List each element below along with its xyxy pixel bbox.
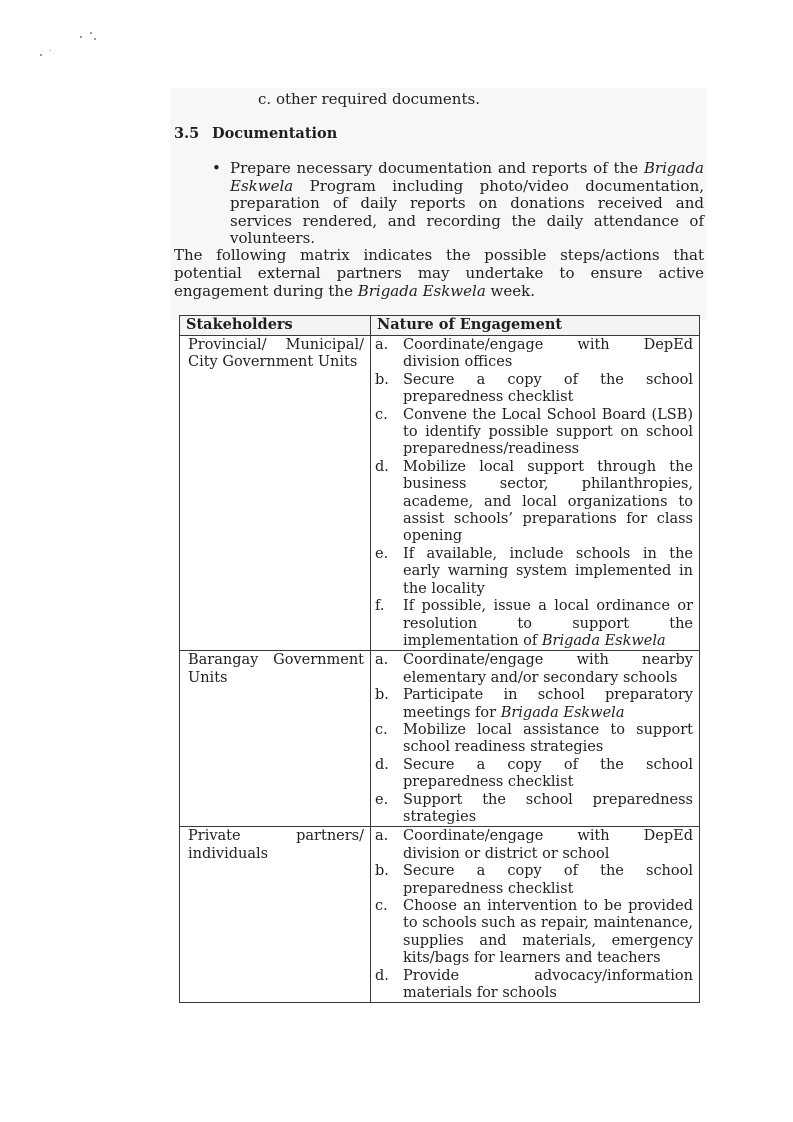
engagement-item	[375, 721, 693, 757]
table-row	[180, 336, 700, 651]
engagement-item-text: Secure a copy of the school preparedness checklist	[403, 371, 693, 406]
engagement-item	[375, 898, 693, 968]
engagement-item-label: a.	[375, 828, 389, 845]
section-number: 3.5	[174, 125, 200, 142]
engagement-item-label: b.	[375, 863, 389, 880]
engagement-item	[375, 371, 693, 407]
section-heading	[174, 125, 337, 143]
bullet-text: Prepare necessary documentation and reports of the Brigada Eskwela Program including photo/video documentation, preparation of daily reports on donations received and services rendered, and recording the daily attendance of volunteers.	[230, 159, 704, 247]
engagement-item	[375, 406, 693, 459]
engagement-item-text: Coordinate/engage with nearby elementary and/or secondary schools	[403, 652, 693, 686]
engagement-item-text: Coordinate/engage with DepEd division or district or school	[403, 828, 693, 862]
header-stakeholders: Stakeholders	[180, 316, 371, 336]
engagement-item	[375, 756, 693, 792]
engagement-item	[375, 458, 693, 546]
intro-paragraph: The following matrix indicates the possible steps/actions that potential external partners may undertake to ensure active engagement during the Brigada Eskwela week.	[174, 246, 704, 300]
engagement-item-label: c.	[375, 721, 388, 738]
stakeholder-name: Provincial/ Municipal/ City Government Units	[188, 337, 364, 371]
engagement-item-text: If possible, issue a local ordinance or resolution to support the implementation of Brigada Eskwela	[403, 598, 693, 649]
table-header-row	[180, 316, 700, 336]
engagement-item-label: e.	[375, 791, 389, 808]
engagement-item-text: Coordinate/engage with DepEd division offices	[403, 337, 693, 371]
table-body	[180, 336, 700, 1003]
engagement-item-label: a.	[375, 652, 389, 669]
section-title: Documentation	[212, 125, 338, 142]
engagement-item-text: Support the school preparedness strategies	[403, 791, 693, 825]
scan-specks	[30, 28, 110, 68]
stakeholder-cell	[180, 827, 371, 1003]
engagement-item-label: c.	[375, 406, 388, 423]
engagement-item-label: c.	[375, 898, 388, 914]
engagement-cell	[371, 827, 700, 1003]
table-row	[180, 651, 700, 827]
engagement-item-text: Secure a copy of the school preparedness checklist	[403, 863, 693, 897]
engagement-item-label: d.	[375, 458, 389, 475]
engagement-item	[375, 337, 693, 372]
engagement-item-label: a.	[375, 337, 389, 353]
engagement-item-text: Participate in school preparatory meetings for Brigada Eskwela	[403, 687, 693, 721]
engagement-item-text: Mobilize local assistance to support school readiness strategies	[403, 721, 693, 756]
stakeholder-name: Private partners/ individuals	[188, 828, 364, 862]
documentation-bullet	[212, 160, 704, 248]
engagement-item	[375, 967, 693, 1003]
engagement-item-text: Provide advocacy/information materials for schools	[403, 967, 693, 1002]
stakeholder-cell	[180, 336, 371, 651]
engagement-item-label: d.	[375, 967, 389, 984]
engagement-item	[375, 687, 693, 722]
engagement-cell	[371, 336, 700, 651]
engagement-item	[375, 828, 693, 863]
table-row	[180, 827, 700, 1003]
engagement-item-text: Secure a copy of the school preparedness checklist	[403, 756, 693, 791]
list-item-tail	[258, 90, 480, 108]
engagement-item-label: d.	[375, 756, 389, 773]
stakeholder-cell	[180, 651, 371, 827]
engagement-item-text: Convene the Local School Board (LSB) to identify possible support on school preparedness/readiness	[403, 406, 693, 458]
engagement-item-text: Mobilize local support through the business sector, philanthropies, academe, and local organizations to assist schools’ preparations for class opening	[403, 458, 693, 545]
list-item-text: other required documents.	[275, 90, 480, 108]
engagement-item-label: b.	[375, 687, 389, 704]
engagement-item	[375, 791, 693, 827]
engagement-item	[375, 863, 693, 898]
engagement-item-text: If available, include schools in the early warning system implemented in the locality	[403, 545, 693, 597]
engagement-item-text: Choose an intervention to be provided to schools such as repair, maintenance, supplies and materials, emergency kits/bags for learners and teachers	[403, 898, 693, 967]
list-item-label: c.	[258, 90, 272, 108]
engagement-item-label: f.	[375, 598, 385, 615]
engagement-item	[375, 545, 693, 598]
engagement-item-label: e.	[375, 545, 389, 562]
program-name: Brigada Eskwela	[500, 704, 625, 721]
bullet-dot-icon: •	[212, 159, 221, 177]
program-name: Brigada Eskwela	[541, 632, 666, 649]
engagement-item-label: b.	[375, 371, 389, 388]
engagement-cell	[371, 651, 700, 827]
engagement-item	[375, 598, 693, 650]
engagement-matrix-table	[179, 315, 700, 1003]
header-engagement: Nature of Engagement	[371, 316, 700, 336]
engagement-item	[375, 652, 693, 687]
stakeholder-name: Barangay Government Units	[188, 652, 364, 686]
